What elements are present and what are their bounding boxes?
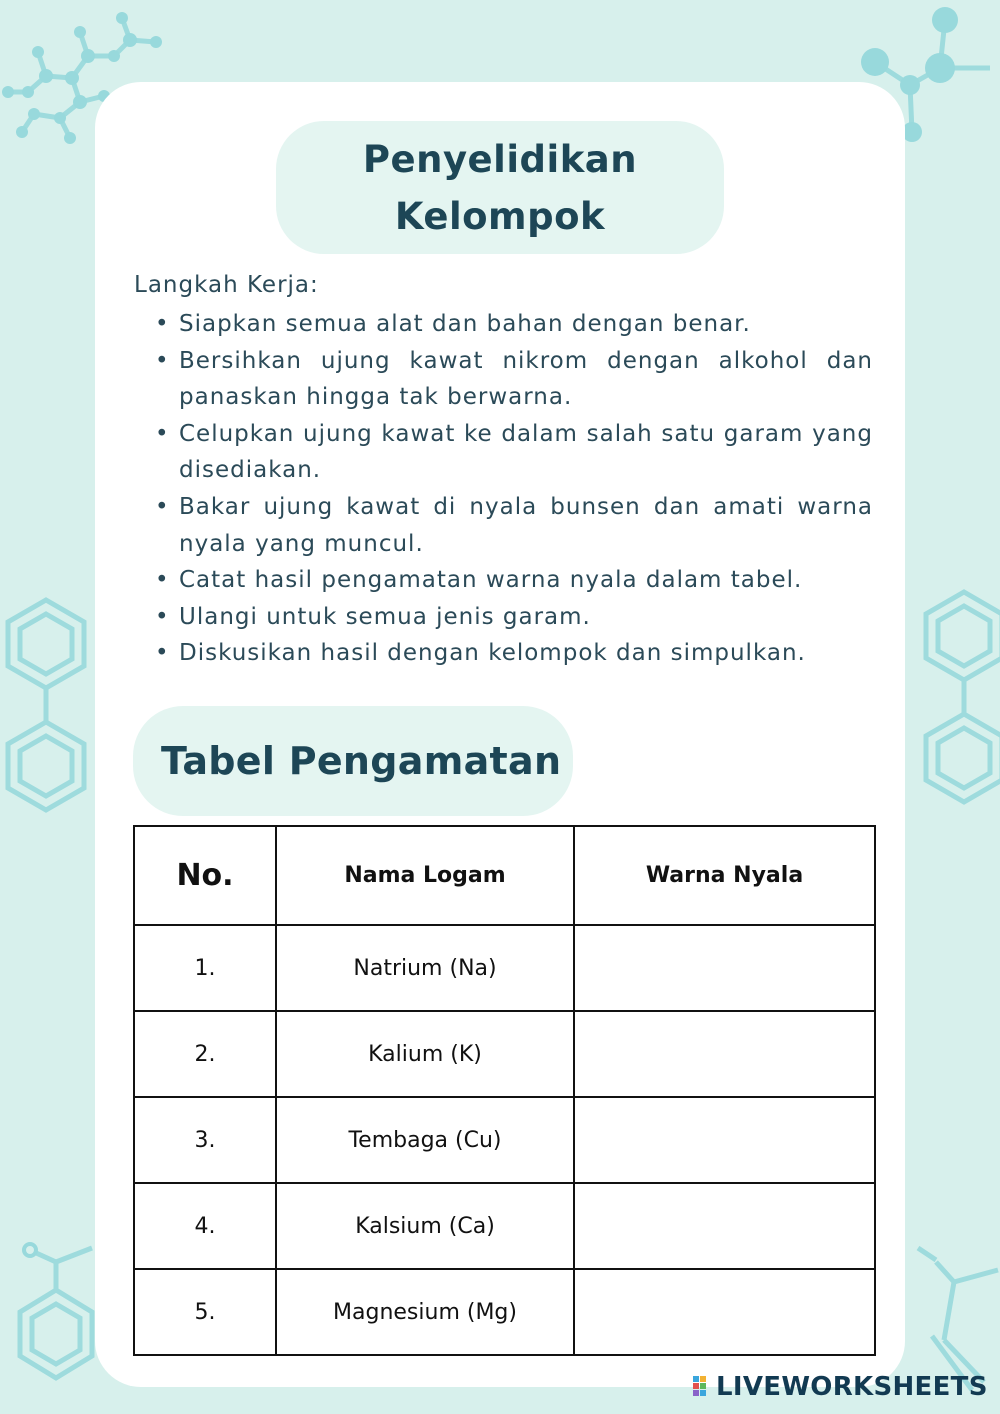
cell-no: 5.	[134, 1269, 276, 1355]
cell-metal-name: Natrium (Na)	[276, 925, 574, 1011]
cell-no: 3.	[134, 1097, 276, 1183]
flame-color-input[interactable]	[574, 1011, 875, 1097]
step-item: • Bakar ujung kawat di nyala bunsen dan amati warna nyala yang muncul.	[155, 489, 873, 562]
cell-no: 4.	[134, 1183, 276, 1269]
flame-color-input[interactable]	[574, 1269, 875, 1355]
table-row	[134, 1183, 875, 1269]
cell-metal-name: Magnesium (Mg)	[276, 1269, 574, 1355]
step-item: • Bersihkan ujung kawat nikrom dengan alkohol dan panaskan hingga tak berwarna.	[155, 343, 873, 416]
flame-color-input[interactable]	[574, 925, 875, 1011]
step-item: • Ulangi untuk semua jenis garam.	[155, 599, 873, 636]
table-title-pill	[133, 706, 573, 816]
steps-list	[155, 306, 873, 672]
page-title-text: Penyelidikan Kelompok	[362, 137, 638, 238]
cell-metal-name: Kalium (K)	[276, 1011, 574, 1097]
table-header-row	[134, 826, 875, 925]
brand-name: LIVEWORKSHEETS	[716, 1372, 988, 1402]
steps-heading: Langkah Kerja:	[134, 272, 319, 298]
table-row	[134, 1269, 875, 1355]
step-item: • Catat hasil pengamatan warna nyala dalam tabel.	[155, 562, 873, 599]
header-no: No.	[134, 826, 276, 925]
table-title: Tabel Pengamatan	[161, 739, 562, 783]
cell-no: 1.	[134, 925, 276, 1011]
step-item: • Siapkan semua alat dan bahan dengan benar.	[155, 306, 873, 343]
header-flame-color: Warna Nyala	[574, 826, 875, 925]
flame-color-input[interactable]	[574, 1183, 875, 1269]
header-metal-name: Nama Logam	[276, 826, 574, 925]
cell-metal-name: Kalsium (Ca)	[276, 1183, 574, 1269]
liveworksheets-brand[interactable]	[692, 1372, 988, 1402]
flame-color-input[interactable]	[574, 1097, 875, 1183]
table-row	[134, 925, 875, 1011]
table-row	[134, 1097, 875, 1183]
step-item: • Celupkan ujung kawat ke dalam salah satu garam yang disediakan.	[155, 416, 873, 489]
title-pill	[276, 121, 724, 254]
cell-no: 2.	[134, 1011, 276, 1097]
liveworksheets-logo-icon	[692, 1374, 714, 1400]
observation-table	[133, 825, 876, 1356]
table-row	[134, 1011, 875, 1097]
page-title	[350, 131, 650, 245]
cell-metal-name: Tembaga (Cu)	[276, 1097, 574, 1183]
step-item: • Diskusikan hasil dengan kelompok dan simpulkan.	[155, 635, 873, 672]
